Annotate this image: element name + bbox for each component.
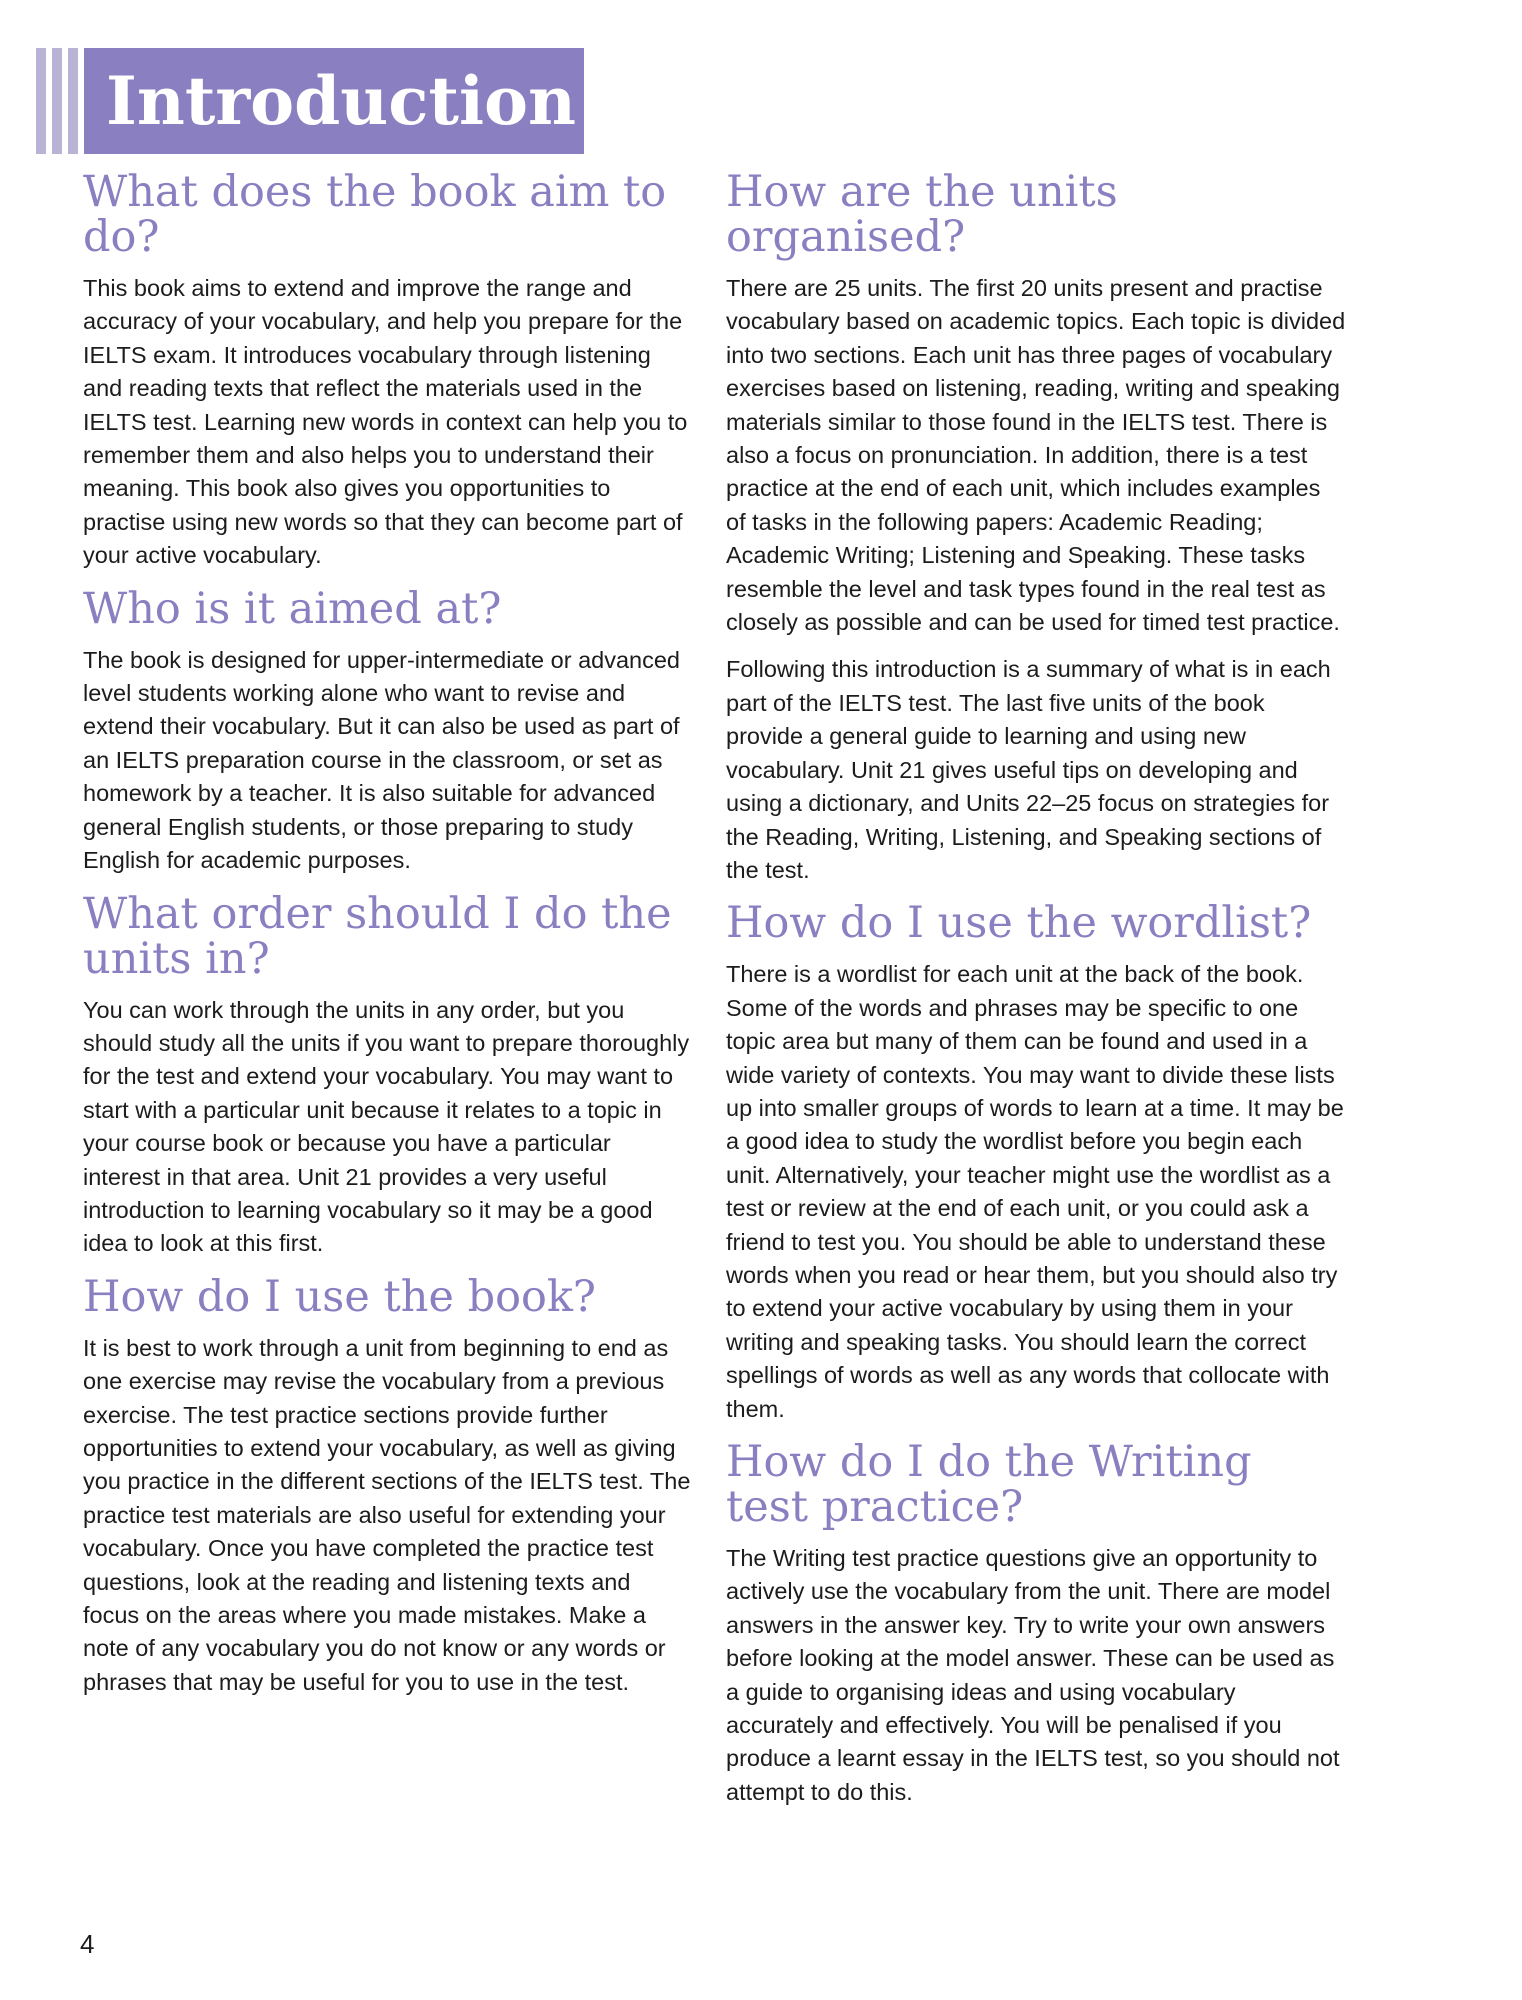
title-banner (84, 48, 584, 154)
section-paragraph: It is best to work through a unit from beginning to end as one exercise may revise the vocabulary from a previous exercise. The test practice sections provide further opportunities to extend your vocabulary, as well as giving you practice in the different sections of the IELTS test. The practice test materials are also useful for extending your vocabulary. Once you have completed the practice test questions, look at the reading and listening texts and focus on the areas where you made mistakes. Make a note of any vocabulary you do not know or any words or phrases that may be useful for you to use in the test. (83, 1334, 691, 1695)
section-heading: What does the book aim to do? (83, 167, 667, 262)
section-paragraph: The Writing test practice questions give an opportunity to actively use the vocabulary from the unit. There are model answers in the answer key. Try to write your own answers before looking at the model answer. These can be used as a guide to organising ideas and using vocabulary accurately and effectively. You will be penalised if you produce a learnt essay in the IELTS test, so you should not attempt to do this. (726, 1545, 1340, 1805)
section-heading: How do I use the wordlist? (726, 898, 1312, 949)
section-paragraph: This book aims to extend and improve the range and accuracy of your vocabulary, and help you prepare for the IELTS exam. It introduces vocabulary through listening and reading texts that reflect the materials used in the IELTS test. Learning new words in context can help you to remember them and also helps you to understand their meaning. This book also gives you opportunities to practise using new words so that they can become part of your active vocabulary. (83, 275, 688, 569)
right-column (726, 167, 1346, 1823)
section-paragraph: Following this introduction is a summary of what is in each part of the IELTS test. The last five units of the book provide a general guide to learning and using new vocabulary. Unit 21 gives useful tips on developing and using a dictionary, and Units 22–25 focus on strategies for the Reading, Writing, Listening, and Speaking sections of the test. (726, 656, 1331, 883)
section-heading: How are the units organised? (726, 167, 1118, 262)
section-aim (83, 167, 693, 573)
section-wordlist (726, 898, 1346, 1426)
section-heading: Who is it aimed at? (83, 583, 502, 634)
banner-bar (68, 48, 78, 154)
left-column (83, 167, 693, 1713)
section-paragraph: You can work through the units in any order, but you should study all the units if you want to prepare thoroughly for the test and extend your vocabulary. You may want to start with a particular unit because it relates to a topic in your course book or because you have a particular interest in that area. Unit 21 provides a very useful introduction to learning vocabulary so it may be a good idea to look at this first. (83, 996, 690, 1257)
section-audience (83, 583, 693, 878)
section-writing-practice (726, 1437, 1346, 1809)
banner-bar (52, 48, 62, 154)
section-heading: How do I use the book? (83, 1271, 596, 1322)
section-order (83, 888, 693, 1261)
section-heading: How do I do the Writing test practice? (726, 1437, 1252, 1532)
section-paragraph: There is a wordlist for each unit at the back of the book. Some of the words and phrases may be specific to one topic area but many of them can be found and used in a wide variety of contexts. You may want to divide these lists up into smaller groups of words to learn at a time. It may be a good idea to study the wordlist before you begin each unit. Alternatively, your teacher might use the wordlist as a test or review at the end of each unit, or you could ask a friend to test you. You should be able to understand these words when you read or hear them, but you should also try to extend your active vocabulary by using them in your writing and speaking tasks. You should learn the correct spellings of words as well as any words that collocate with them. (726, 961, 1344, 1422)
section-units-organised (726, 167, 1346, 887)
section-paragraph: There are 25 units. The first 20 units present and practise vocabulary based on academic topics. Each topic is divided into two sections. Each unit has three pages of vocabulary exercises based on listening, reading, writing and speaking materials similar to those found in the IELTS test. There is also a focus on pronunciation. In addition, there is a test practice at the end of each unit, which includes examples of tasks in the following papers: Academic Reading; Academic Writing; Listening and Speaking. These tasks resemble the level and task types found in the real test as closely as possible and can be used for timed test practice. (726, 275, 1346, 636)
banner-bar (36, 48, 46, 154)
page-title: Introduction (106, 62, 577, 140)
page-number: 4 (80, 1929, 95, 1959)
section-paragraph: The book is designed for upper-intermediate or advanced level students working alone who want to revise and extend their vocabulary. But it can also be used as part of an IELTS preparation course in the classroom, or set as homework by a teacher. It is also suitable for advanced general English students, or those preparing to study English for academic purposes. (83, 646, 681, 874)
section-use-book (83, 1271, 693, 1699)
section-heading: What order should I do the units in? (83, 888, 672, 984)
